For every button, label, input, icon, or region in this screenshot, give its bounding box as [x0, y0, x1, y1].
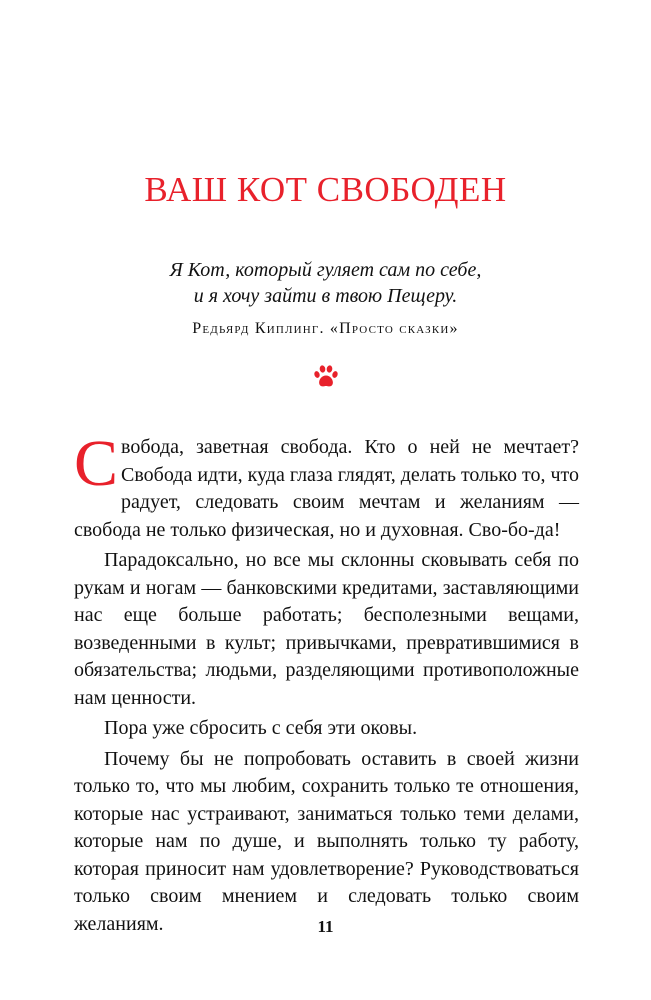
paragraph	[74, 427, 579, 544]
body-text	[74, 427, 579, 941]
epigraph	[0, 257, 651, 309]
paragraph: Пора уже сбросить с себя эти оковы.	[104, 717, 418, 739]
epigraph-line: Я Кот, который гуляет сам по себе,	[169, 259, 482, 281]
page-number: 11	[317, 917, 334, 936]
paragraph-text: вобода, заветная свобода. Кто о ней не мечтает? Свобода идти, куда глаза глядят, делать только то, что радует, следовать своим мечтам и желаниям — свобода не только физическая, но и духовная. Сво-бо-да!	[74, 436, 579, 541]
paw-print-icon	[312, 364, 340, 390]
paragraph: Парадоксально, но все мы склонны сковывать себя по рукам и ногам — банковскими кредитами, заставляющими нас еще больше работать; бесполезными вещами, возведенными в культ; привычками, превратившимися в обязательства; людьми, разделяющими противоположные нам ценности.	[74, 549, 579, 709]
paragraph: Почему бы не попробовать оставить в своей жизни только то, что мы любим, сохранить только те отношения, которые нас устраивают, заниматься только теми делами, которые нам по душе, и выполнять только ту работу, которая приносит нам удовлетворение? Руководствоваться только своим мнением и следовать только своим желаниям.	[74, 747, 579, 935]
epigraph-line: и я хочу зайти в твою Пещеру.	[193, 285, 458, 307]
drop-cap: С	[74, 427, 119, 500]
epigraph-attribution: Редьярд Киплинг. «Просто сказки»	[192, 320, 459, 337]
chapter-title: ВАШ КОТ СВОБОДЕН	[144, 170, 507, 209]
